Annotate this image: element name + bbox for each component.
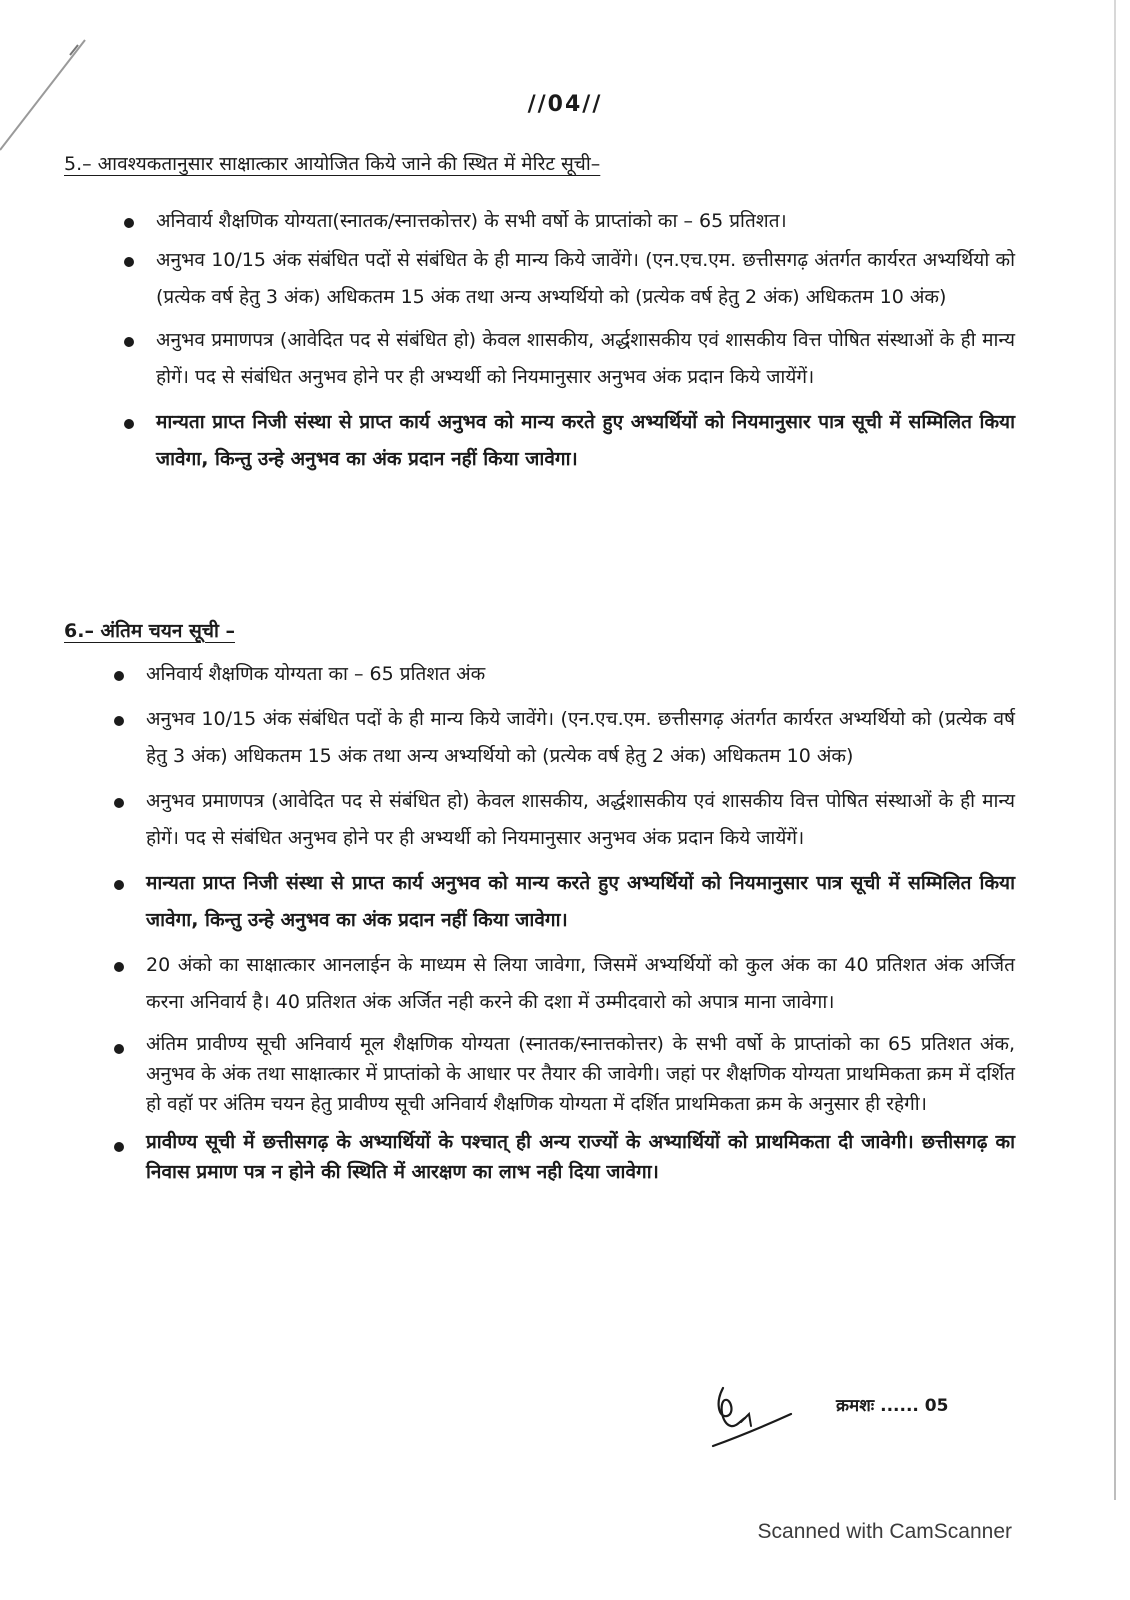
- list-item: मान्यता प्राप्त निजी संस्था से प्राप्त कार्य अनुभव को मान्य करते हुए अभ्यर्थियों को नियमानुसार पात्र सूची में सम्मिलित किया जावेगा, किन्तु उन्हे अनुभव का अंक प्रदान नहीं किया जावेगा।: [110, 865, 1015, 939]
- bullet-icon: [124, 419, 134, 429]
- list-item: प्रावीण्य सूची में छत्तीसगढ़ के अभ्यार्थियों के पश्चात् ही अन्य राज्यों के अभ्यार्थियों को प्राथमिकता दी जावेगी। छत्तीसगढ़ का निवास प्रमाण पत्र न होने की स्थिति में आरक्षण का लाभ नही दिया जावेगा।: [110, 1127, 1015, 1187]
- list-item: अनुभव 10/15 अंक संबंधित पदों के ही मान्य किये जावेंगे। (एन.एच.एम. छत्तीसगढ़ अंतर्गत कार्यरत अभ्यर्थियो को (प्रत्येक वर्ष हेतु 3 अंक) अधिकतम 15 अंक तथा अन्य अभ्यर्थियो को (प्रत्येक वर्ष हेतु 2 अंक) अधिकतम 10 अंक): [110, 701, 1015, 775]
- scan-right-edge: [1114, 0, 1116, 1500]
- scanner-watermark: Scanned with CamScanner: [757, 1520, 1012, 1543]
- signature: [705, 1378, 795, 1458]
- list-item: अनुभव प्रमाणपत्र (आवेदित पद से संबंधित हो) केवल शासकीय, अर्द्धशासकीय एवं शासकीय वित्त पोषित संस्थाओं के ही मान्य होगें। पद से संबंधित अनुभव होने पर ही अभ्यर्थी को नियमानुसार अनुभव अंक प्रदान किये जायेंगें।: [120, 322, 1015, 396]
- list-item: अनिवार्य शैक्षणिक योग्यता(स्नातक/स्नात्तकोत्तर) के सभी वर्षो के प्राप्तांको का – 65 प्रतिशत।: [120, 203, 1015, 240]
- bullet-icon: [114, 798, 124, 808]
- bullet-icon: [114, 671, 124, 681]
- list-item: अनुभव प्रमाणपत्र (आवेदित पद से संबंधित हो) केवल शासकीय, अर्द्धशासकीय एवं शासकीय वित्त पोषित संस्थाओं के ही मान्य होगें। पद से संबंधित अनुभव होने पर ही अभ्यर्थी को नियमानुसार अनुभव अंक प्रदान किये जायेंगें।: [110, 783, 1015, 857]
- bullet-icon: [124, 218, 134, 228]
- bullet-icon: [124, 337, 134, 347]
- bullet-icon: [114, 1044, 124, 1054]
- bullet-icon: [114, 1142, 124, 1152]
- continuation-note: क्रमशः ...... 05: [836, 1396, 949, 1416]
- bullet-icon: [114, 962, 124, 972]
- bullet-icon: [124, 257, 134, 267]
- section-6-list: [110, 656, 1015, 1195]
- list-item: अनुभव 10/15 अंक संबंधित पदों से संबंधित के ही मान्य किये जावेंगे। (एन.एच.एम. छत्तीसगढ़ अंतर्गत कार्यरत अभ्यर्थियो को (प्रत्येक वर्ष हेतु 3 अंक) अधिकतम 15 अंक तथा अन्य अभ्यर्थियो को (प्रत्येक वर्ष हेतु 2 अंक) अधिकतम 10 अंक): [120, 242, 1015, 316]
- list-item: अनिवार्य शैक्षणिक योग्यता का – 65 प्रतिशत अंक: [110, 656, 1015, 693]
- section-6-heading: 6.– अंतिम चयन सूची –: [64, 620, 235, 642]
- page-number: //04//: [527, 92, 603, 117]
- section-5-heading: 5.– आवश्यकतानुसार साक्षात्कार आयोजित किये जाने की स्थित में मेरिट सूची–: [64, 153, 601, 175]
- bullet-icon: [114, 716, 124, 726]
- section-5-list: [120, 203, 1015, 478]
- list-item: 20 अंको का साक्षात्कार आनलाईन के माध्यम से लिया जावेगा, जिसमें अभ्यर्थियों को कुल अंक का 40 प्रतिशत अंक अर्जित करना अनिवार्य है। 40 प्रतिशत अंक अर्जित नही करने की दशा में उम्मीदवारो को अपात्र माना जावेगा।: [110, 947, 1015, 1021]
- list-item: अंतिम प्रावीण्य सूची अनिवार्य मूल शैक्षणिक योग्यता (स्नातक/स्नात्तकोत्तर) के सभी वर्षो के प्राप्तांको का 65 प्रतिशत अंक, अनुभव के अंक तथा साक्षात्कार में प्राप्तांको के आधार पर तैयार की जावेगी। जहां पर शैक्षणिक योग्यता प्राथमिकता क्रम में दर्शित हो वहॉ पर अंतिम चयन हेतु प्रावीण्य सूची अनिवार्य शैक्षणिक योग्यता में दर्शित प्राथमिकता क्रम के अनुसार ही रहेगी।: [110, 1029, 1015, 1119]
- bullet-icon: [114, 880, 124, 890]
- list-item: मान्यता प्राप्त निजी संस्था से प्राप्त कार्य अनुभव को मान्य करते हुए अभ्यर्थियों को नियमानुसार पात्र सूची में सम्मिलित किया जावेगा, किन्तु उन्हे अनुभव का अंक प्रदान नहीं किया जावेगा।: [120, 404, 1015, 478]
